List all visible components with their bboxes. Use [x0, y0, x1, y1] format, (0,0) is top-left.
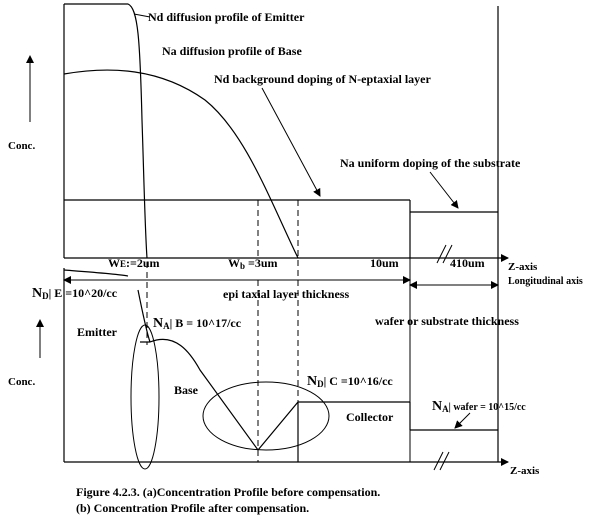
wafer-concentration-label: NA| wafer = 10^15/cc: [432, 399, 526, 414]
base-region-label: Base: [174, 383, 198, 397]
emitter-concentration-label: ND| E =10^20/cc: [32, 286, 118, 301]
wafer-concentration-arrow: [455, 413, 470, 428]
bottom-x-axis-name: Z-axis: [510, 465, 540, 477]
emitter-base-junction-curve: [138, 290, 150, 342]
epi-label-arrow: [262, 88, 320, 196]
collector-concentration-label: ND| C =10^16/cc: [307, 374, 393, 389]
emitter-profile-curve: [64, 4, 147, 258]
wb-tick-label: Wb =3um: [228, 256, 278, 271]
caption-line-2: (b) Concentration Profile after compensation.: [76, 501, 310, 515]
top-x-axis-desc: Longitudinal axis: [508, 276, 583, 287]
collector-region-label: Collector: [346, 410, 394, 424]
emitter-base-junction-ellipse: [131, 325, 159, 469]
caption-line-1: Figure 4.2.3. (a)Concentration Profile before compensation.: [76, 485, 381, 499]
wafer-thickness-label: wafer or substrate thickness: [375, 314, 519, 328]
four-ten-um-tick-label: 410um: [450, 256, 485, 270]
bottom-plot: [8, 200, 540, 477]
top-x-axis-name: Z-axis: [508, 261, 538, 273]
ten-um-tick-label: 10um: [370, 256, 399, 270]
base-profile-curve: [64, 70, 298, 258]
base-concentration-label: NA| B = 10^17/cc: [153, 316, 242, 331]
emitter-region-label: Emitter: [77, 325, 117, 339]
bottom-axis-break: [434, 452, 449, 470]
top-y-label: Conc.: [8, 140, 36, 152]
epi-thickness-label: epi taxial layer thickness: [223, 287, 350, 301]
emitter-profile-label: Nd diffusion profile of Emitter: [148, 10, 305, 24]
base-profile-label: Na diffusion profile of Base: [162, 44, 302, 58]
bottom-y-label: Conc.: [8, 376, 36, 388]
top-plot: [8, 4, 583, 462]
emitter-region-curve: [64, 270, 128, 276]
substrate-doping-label: Na uniform doping of the substrate: [340, 156, 521, 170]
epi-doping-label: Nd background doping of N-eptaxial layer: [214, 72, 431, 86]
we-tick-label: WE:=2um: [108, 256, 160, 270]
substrate-label-arrow: [430, 172, 458, 208]
